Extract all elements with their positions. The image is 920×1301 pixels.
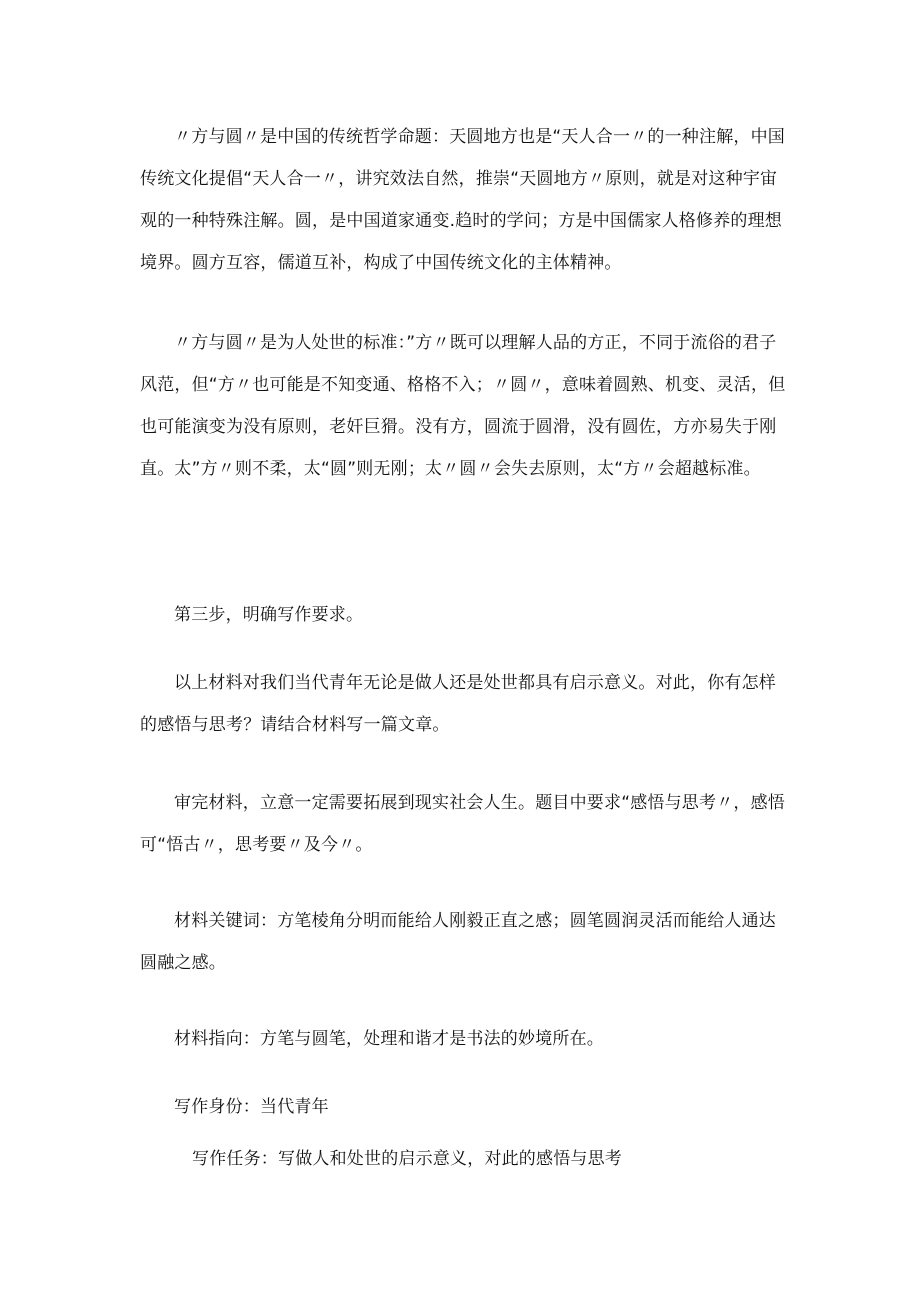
paragraph-keywords: 材料关键词：方笔棱角分明而能给人刚毅正直之感；圆笔圆润灵活而能给人通达圆融之感。 [140,911,776,973]
paragraph-fang-yuan-philosophy: 〃方与圆〃是中国的传统哲学命题：天圆地方也是“天人合一〃的一种注解，中国传统文化提倡“天人合一〃，讲究效法自然，推崇“天圆地方〃原则，就是对这种宇宙观的一种特殊注解。圆，是中国道家通变.趋时的学问；方是中国儒家人格修养的理想境界。圆方互容，儒道互补，构成了中国传统文化的主体精神。 [140,127,786,273]
paragraph-step-three: 第三步，明确写作要求。 [174,605,364,625]
paragraph-writing-prompt: 以上材料对我们当代青年无论是做人还是处世都具有启示意义。对此，你有怎样的感悟与思考？请结合材料写一篇文章。 [140,673,776,735]
paragraph-writing-identity: 写作身份：当代青年 [174,1097,329,1117]
paragraph-writing-task: 写作任务：写做人和处世的启示意义，对此的感悟与思考 [192,1149,622,1169]
paragraph-material-direction: 材料指向：方笔与圆笔，处理和谐才是书法的妙境所在。 [174,1029,604,1049]
paragraph-theme-analysis: 审完材料，立意一定需要拓展到现实社会人生。题目中要求“感悟与思考〃，感悟可“悟古〃，思考要〃及今〃。 [140,793,786,855]
paragraph-fang-yuan-standard: 〃方与圆〃是为人处世的标准：”方〃既可以理解人品的方正，不同于流俗的君子风范，但“方〃也可能是不知变通、格格不入；〃圆〃，意味着圆熟、机变、灵活，但也可能演变为没有原则，老奸巨猾。没有方，圆流于圆滑，没有圆佐，方亦易失于刚直。太”方〃则不柔，太“圆”则无刚；太〃圆〃会失去原则，太“方〃会超越标准。 [140,333,786,479]
